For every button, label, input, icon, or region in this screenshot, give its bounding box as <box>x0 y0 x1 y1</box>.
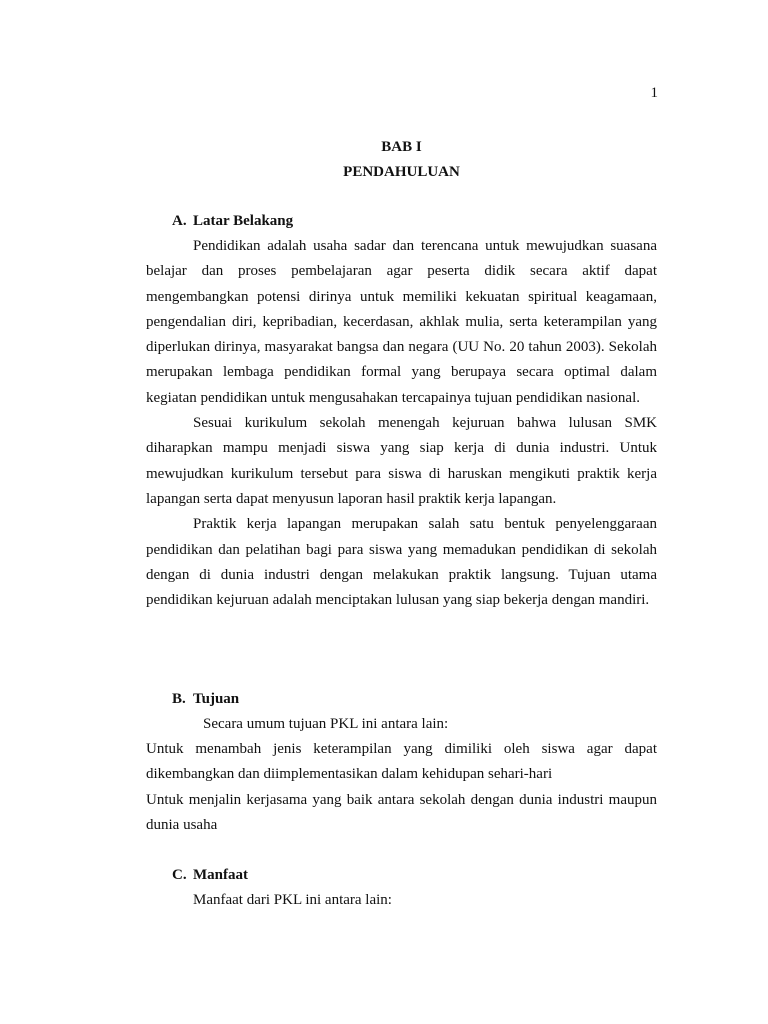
section-letter: A. <box>172 213 187 229</box>
section-heading-latar-belakang <box>172 209 293 234</box>
section-title: Latar Belakang <box>193 213 294 229</box>
section-title: Tujuan <box>193 691 240 707</box>
tujuan-intro: Secara umum tujuan PKL ini antara lain: <box>203 716 449 732</box>
paragraph: Sesuai kurikulum sekolah menengah kejuruan bahwa lulusan SMK diharapkan mampu menjadi siswa yang siap kerja di dunia industri. Untuk mewujudkan kurikulum tersebut para siswa di haruskan mengikuti praktik kerja lapangan serta dapat menyusun laporan hasil praktik kerja lapangan. <box>146 415 657 507</box>
section-letter: B. <box>172 691 186 707</box>
paragraph: Pendidikan adalah usaha sadar dan terencana untuk mewujudkan suasana belajar dan proses pembelajaran agar peserta didik secara aktif dapat mengembangkan potensi dirinya untuk memiliki kekuatan spiritual keagamaan, pengendalian diri, kepribadian, kecerdasan, akhlak mulia, serta keterampilan yang diperlukan dirinya, masyarakat bangsa dan negara (UU No. 20 tahun 2003). Sekolah merupakan lembaga pendidikan formal yang berupaya secara optimal dalam kegiatan pendidikan untuk mengusahakan tercapainya tujuan pendidikan nasional. <box>146 238 657 406</box>
section-letter: C. <box>172 867 187 883</box>
paragraph: Praktik kerja lapangan merupakan salah satu bentuk penyelenggaraan pendidikan dan pelatihan bagi para siswa yang memadukan pendidikan di sekolah dengan di dunia industri dengan melakukan praktik langsung. Tujuan utama pendidikan kejuruan adalah menciptakan lulusan yang siap bekerja dengan mandiri. <box>146 516 657 609</box>
tujuan-list <box>146 737 657 838</box>
section-heading-manfaat <box>172 863 248 888</box>
page-number: 1 <box>650 85 658 101</box>
list-item: Untuk menambah jenis keterampilan yang dimiliki oleh siswa agar dapat dikembangkan dan diimplementasikan dalam kehidupan sehari-hari <box>146 741 657 783</box>
section-body-latar-belakang <box>146 234 657 613</box>
chapter-title: PENDAHULUAN <box>343 164 460 180</box>
list-item: Untuk menjalin kerjasama yang baik antara sekolah dengan dunia industri maupun dunia usaha <box>146 791 657 833</box>
section-heading-tujuan <box>172 687 239 712</box>
chapter-number: BAB I <box>381 139 422 155</box>
section-title: Manfaat <box>193 867 248 883</box>
manfaat-intro: Manfaat dari PKL ini antara lain: <box>193 892 392 908</box>
chapter-header <box>0 135 768 185</box>
